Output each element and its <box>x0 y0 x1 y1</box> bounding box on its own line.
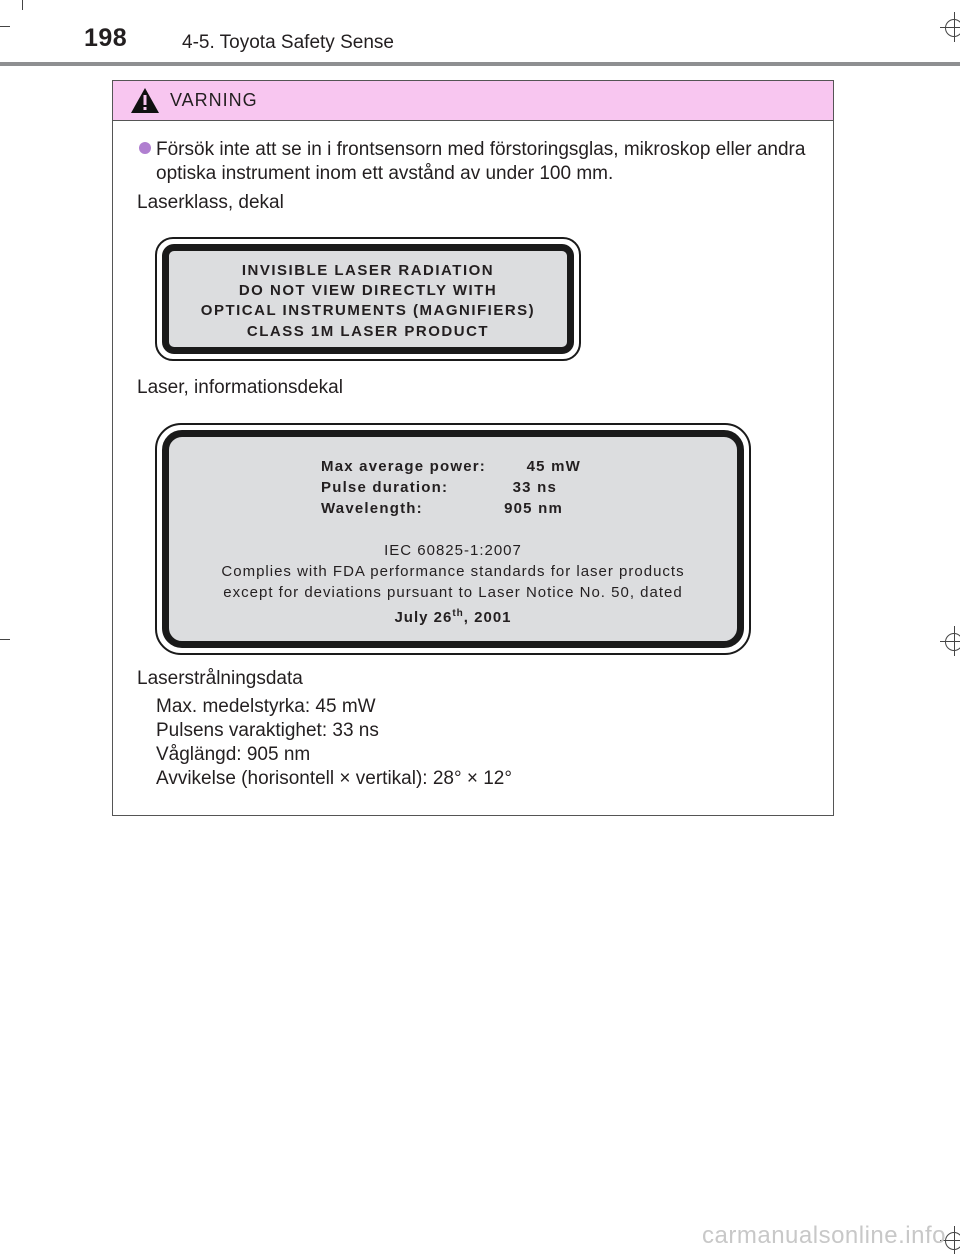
laser-spec-table <box>321 456 581 519</box>
spec-row <box>321 477 557 498</box>
spec-name: Pulse duration: <box>321 479 449 496</box>
radiation-data-item: Avvikelse (horisontell × vertikal): 28° × 12° <box>156 768 512 789</box>
decal-line: CLASS 1M LASER PRODUCT <box>246 323 490 340</box>
spec-name: Max average power: <box>321 458 486 475</box>
spec-row <box>321 498 563 519</box>
crop-mark-left-top <box>0 26 10 27</box>
compliance-date <box>169 603 737 628</box>
page-number: 198 <box>84 24 128 52</box>
warning-heading: VARNING <box>170 90 258 110</box>
registration-mark-top <box>940 12 960 42</box>
spec-value: 33 ns <box>512 479 557 496</box>
crop-mark-top-left <box>22 0 23 10</box>
standard-line: IEC 60825-1:2007 <box>384 542 522 559</box>
decal-line: DO NOT VIEW DIRECTLY WITH <box>238 282 498 299</box>
decal-line: INVISIBLE LASER RADIATION <box>241 262 495 279</box>
section-title: 4-5. Toyota Safety Sense <box>182 32 394 53</box>
date-prefix: July 26 <box>394 609 453 626</box>
laser-info-decal-panel <box>162 430 744 648</box>
laser-class-decal <box>155 237 581 361</box>
date-suffix: , 2001 <box>463 609 512 626</box>
spec-value: 905 nm <box>504 500 563 517</box>
radiation-data-caption: Laserstrålningsdata <box>137 668 303 689</box>
warning-heading-bar <box>113 81 833 121</box>
compliance-line: Complies with FDA performance standards for laser products <box>221 563 685 580</box>
radiation-data-list <box>156 695 512 791</box>
radiation-data-item: Våglängd: 905 nm <box>156 744 311 765</box>
spec-value: 45 mW <box>526 458 581 475</box>
laser-standard-text <box>169 540 737 628</box>
page-header <box>0 0 960 66</box>
laser-info-decal <box>155 423 751 655</box>
radiation-data-item: Pulsens varaktighet: 33 ns <box>156 720 379 741</box>
compliance-line: except for deviations pursuant to Laser Notice No. 50, dated <box>223 584 683 601</box>
spec-name: Wavelength: <box>321 500 423 517</box>
decal-line: OPTICAL INSTRUMENTS (MAGNIFIERS) <box>200 302 536 319</box>
registration-mark-middle <box>940 626 960 656</box>
bullet-dot <box>139 142 151 154</box>
spec-row <box>321 456 581 477</box>
radiation-data-item: Max. medelstyrka: 45 mW <box>156 696 376 717</box>
watermark: carmanualsonline.info <box>702 1222 946 1249</box>
laser-class-decal-panel <box>162 244 574 354</box>
header-rule <box>0 62 960 66</box>
laser-class-decal-text <box>169 261 567 342</box>
label-class-caption: Laserklass, dekal <box>137 192 284 213</box>
date-superscript: th <box>452 608 464 619</box>
label-info-caption: Laser, informationsdekal <box>137 377 343 398</box>
warning-triangle-icon <box>130 87 160 114</box>
crop-mark-left-middle <box>0 639 10 640</box>
warning-bullet-text: Försök inte att se in i frontsensorn med förstoringsglas, mikroskop eller andra optiska instrument inom ett avstånd av under 100 mm. <box>156 139 806 184</box>
warning-box <box>112 80 834 816</box>
